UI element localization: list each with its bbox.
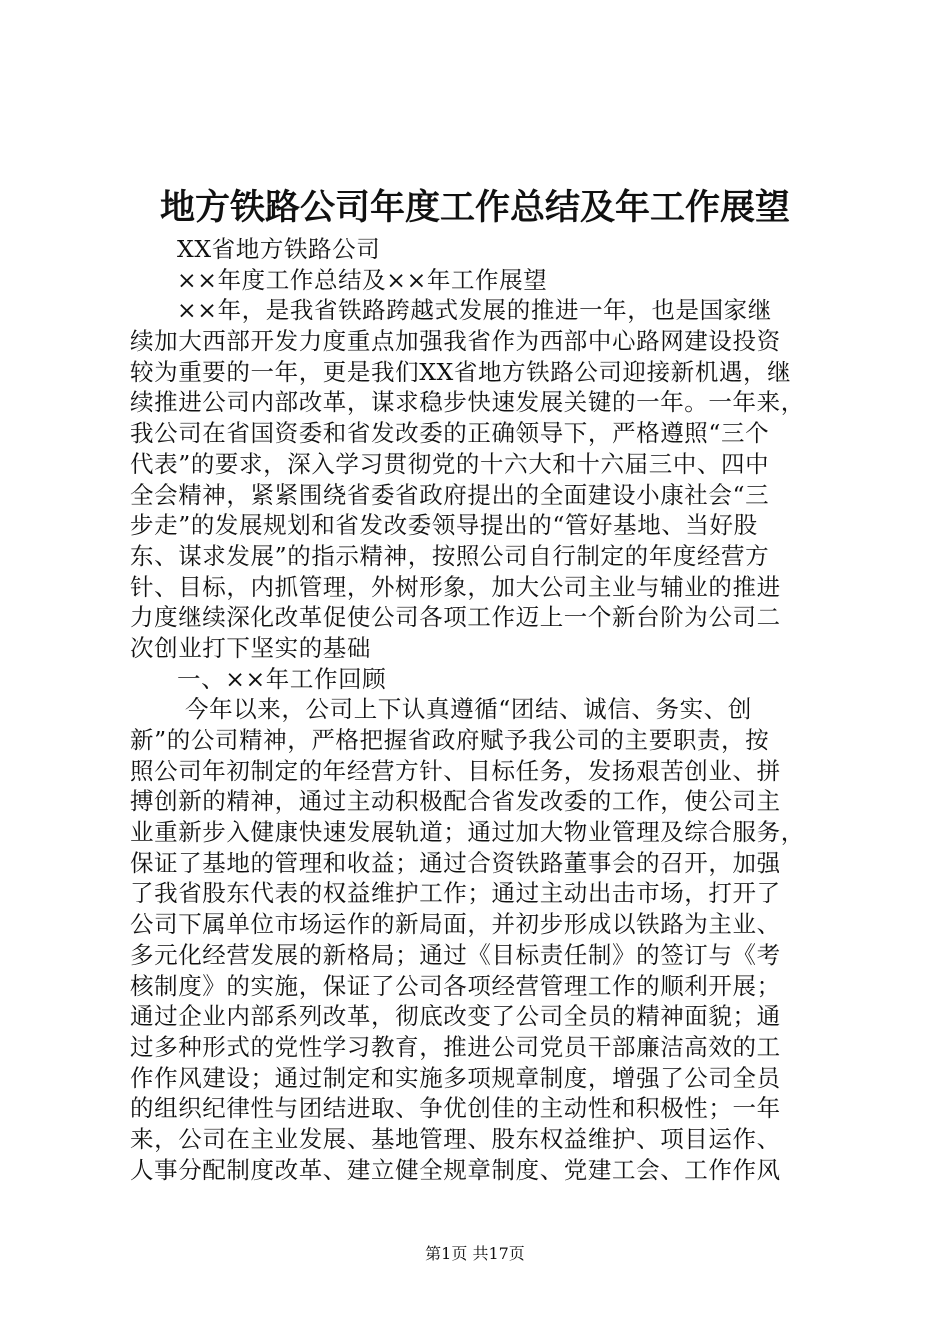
paragraph-line: 业重新步入健康快速发展轨道；通过加大物业管理及综合服务， xyxy=(130,818,805,847)
paragraph-line: 来，公司在主业发展、基地管理、股东权益维护、项目运作、 xyxy=(130,1124,781,1153)
section-heading: 一、××年工作回顾 xyxy=(177,664,387,693)
paragraph-line: 新”的公司精神，严格把握省政府赋予我公司的主要职责，按 xyxy=(130,726,770,754)
paragraph-line: 针、目标，内抓管理，外树形象，加大公司主业与辅业的推进 xyxy=(130,572,781,601)
document-title: 地方铁路公司年度工作总结及年工作展望 xyxy=(159,187,790,228)
subtitle-line: ××年度工作总结及××年工作展望 xyxy=(177,265,548,294)
document-body xyxy=(130,234,836,1185)
paragraph-line: 多元化经营发展的新格局；通过《目标责任制》的签订与《考 xyxy=(130,940,781,969)
paragraph-line: 较为重要的一年，更是我们XX省地方铁路公司迎接新机遇，继 xyxy=(130,357,792,386)
paragraph-line: 力度继续深化改革促使公司各项工作迈上一个新台阶为公司二 xyxy=(130,603,781,632)
paragraph-line: 次创业打下坚实的基础 xyxy=(130,633,371,662)
paragraph-line: 核制度》的实施，保证了公司各项经营管理工作的顺利开展； xyxy=(130,971,781,1000)
paragraph-line: 续加大西部开发力度重点加强我省作为西部中心路网建设投资 xyxy=(130,327,781,356)
paragraph-line: 续推进公司内部改革，谋求稳步快速发展关键的一年。一年来， xyxy=(130,388,805,417)
paragraph-line: 人事分配制度改革、建立健全规章制度、党建工会、工作作风 xyxy=(130,1155,781,1184)
paragraph-line: 保证了基地的管理和收益；通过合资铁路董事会的召开，加强 xyxy=(130,848,781,877)
paragraph-line: 代表”的要求，深入学习贯彻党的十六大和十六届三中、四中 xyxy=(130,449,770,478)
paragraph-line: 作作风建设；通过制定和实施多项规章制度，增强了公司全员 xyxy=(130,1063,781,1092)
paragraph-line: 全会精神，紧紧围绕省委省政府提出的全面建设小康社会“三 xyxy=(130,480,770,509)
org-name-line: XX省地方铁路公司 xyxy=(177,235,381,263)
paragraph-line: 照公司年初制定的年经营方针、目标任务，发扬艰苦创业、拼 xyxy=(130,756,781,785)
paragraph-line: 过多种形式的党性学习教育，推进公司党员干部廉洁高效的工 xyxy=(130,1032,781,1061)
paragraph-line: 今年以来，公司上下认真遵循“团结、诚信、务实、创 xyxy=(185,695,752,724)
paragraph-line: 了我省股东代表的权益维护工作；通过主动出击市场，打开了 xyxy=(130,879,781,908)
paragraph-line: 我公司在省国资委和省发改委的正确领导下，严格遵照“三个 xyxy=(130,419,770,448)
paragraph-line: 搏创新的精神，通过主动积极配合省发改委的工作，使公司主 xyxy=(130,787,781,816)
paragraph-line: 通过企业内部系列改革，彻底改变了公司全员的精神面貌；通 xyxy=(130,1002,781,1031)
page-number-footer: 第1页 共17页 xyxy=(425,1244,525,1263)
paragraph-line: 公司下属单位市场运作的新局面，并初步形成以铁路为主业、 xyxy=(130,910,781,939)
paragraph-line: 步走”的发展规划和省发改委领导提出的“管好基地、当好股 xyxy=(130,511,758,540)
paragraph-line: ××年，是我省铁路跨越式发展的推进一年，也是国家继 xyxy=(177,296,772,325)
paragraph-line: 东、谋求发展”的指示精神，按照公司自行制定的年度经营方 xyxy=(130,541,770,570)
paragraph-line: 的组织纪律性与团结进取、争优创佳的主动性和积极性；一年 xyxy=(130,1094,781,1123)
